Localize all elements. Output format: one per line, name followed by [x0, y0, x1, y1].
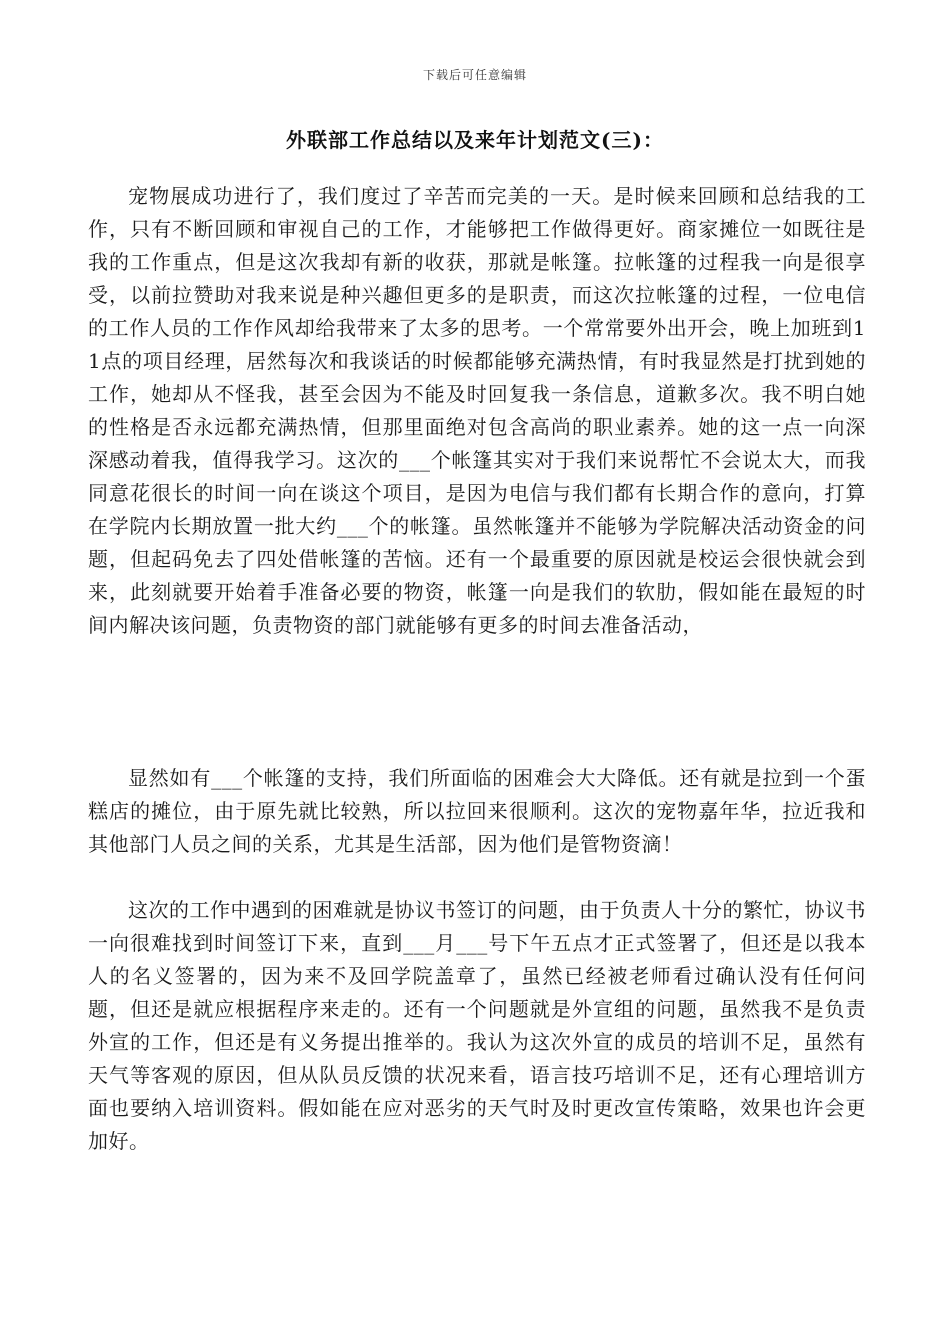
page-header-note: 下载后可任意编辑	[422, 68, 527, 82]
paragraph-3: 这次的工作中遇到的困难就是协议书签订的问题，由于负责人十分的繁忙，协议书一向很难找到时间签订下来，直到___月___号下午五点才正式签署了，但还是以我本人的名义签署的，因为来不及回学院盖章了，虽然已经被老师看过确认没有任何问题，但还是就应根据程序来走的。还有一个问题就是外宣组的问题，虽然我不是负责外宣的工作，但还是有义务提出推举的。我认为这次外宣的成员的培训不足，虽然有天气等客观的原因，但从队员反馈的状况来看，语言技巧培训不足，还有心理培训方面也要纳入培训资料。假如能在应对恶劣的天气时及时更改宣传策略，效果也许会更加好。	[88, 898, 866, 1153]
document-title: 外联部工作总结以及来年计划范文(三)：	[286, 128, 664, 152]
paragraph-1: 宠物展成功进行了，我们度过了辛苦而完美的一天。是时候来回顾和总结我的工作，只有不断回顾和审视自己的工作，才能够把工作做得更好。商家摊位一如既往是我的工作重点，但是这次我却有新的收获，那就是帐篷。拉帐篷的过程我一向是很享受，以前拉赞助对我来说是种兴趣但更多的是职责，而这次拉帐篷的过程，一位电信的工作人员的工作作风却给我带来了太多的思考。一个常常要外出开会，晚上加班到11点的项目经理，居然每次和我谈话的时候都能够充满热情，有时我显然是打扰到她的工作，她却从不怪我，甚至会因为不能及时回复我一条信息，道歉多次。我不明白她的性格是否永远都充满热情，但那里面绝对包含高尚的职业素养。她的这一点一向深深感动着我，值得我学习。这次的___个帐篷其实对于我们来说帮忙不会说太大，而我同意花很长的时间一向在谈这个项目，是因为电信与我们都有长期合作的意向，打算在学院内长期放置一批大约___个的帐篷。虽然帐篷并不能够为学院解决活动资金的问题，但起码免去了四处借帐篷的苦恼。还有一个最重要的原因就是校运会很快就会到来，此刻就要开始着手准备必要的物资，帐篷一向是我们的软肋，假如能在最短的时间内解决该问题，负责物资的部门就能够有更多的时间去准备活动，	[88, 184, 866, 637]
paragraph-2: 显然如有___个帐篷的支持，我们所面临的困难会大大降低。还有就是拉到一个蛋糕店的摊位，由于原先就比较熟，所以拉回来很顺利。这次的宠物嘉年华，拉近我和其他部门人员之间的关系，尤其是生活部，因为他们是管物资滴！	[88, 766, 866, 856]
